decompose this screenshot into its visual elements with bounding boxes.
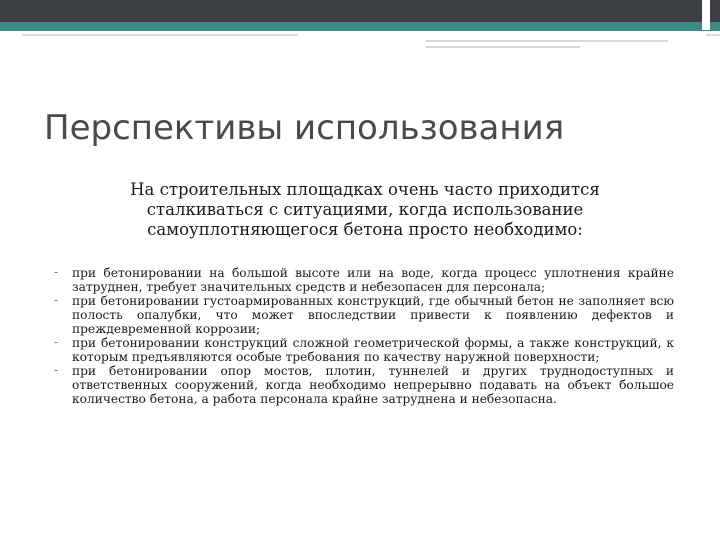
bullet-list <box>52 266 674 406</box>
bullet-marker: - <box>54 265 59 279</box>
bullet-item <box>52 336 674 364</box>
header-gap <box>702 0 710 30</box>
bullet-marker: - <box>54 293 59 307</box>
divider-line <box>22 34 298 36</box>
header-accent-band <box>0 22 720 31</box>
divider-line <box>426 40 668 42</box>
bullet-text: при бетонировании на большой высоте или на воде, когда процесс уплотнения крайне затруднен, требует значительных средств и небезопасен для персонала; <box>72 266 674 294</box>
bullet-item <box>52 266 674 294</box>
bullet-item <box>52 364 674 406</box>
intro-paragraph: На строительных площадках очень часто приходится сталкиваться с ситуациями, когда использование самоуплотняющегося бетона просто необходимо: <box>130 180 600 239</box>
divider-line <box>706 34 720 36</box>
bullet-marker: - <box>54 335 59 349</box>
divider-line <box>426 46 580 48</box>
bullet-item <box>52 294 674 336</box>
bullet-marker: - <box>54 363 59 377</box>
bullet-text: при бетонировании конструкций сложной геометрической формы, а также конструкций, к которым предъявляются особые требования по качеству наружной поверхности; <box>72 336 674 364</box>
slide-title: Перспективы использования <box>44 108 565 148</box>
bullet-text: при бетонировании густоармированных конструкций, где обычный бетон не заполняет всю полость опалубки, что может впоследствии привести к появлению дефектов и преждевременной коррозии; <box>72 294 674 336</box>
bullet-text: при бетонировании опор мостов, плотин, туннелей и других труднодоступных и ответственных сооружений, когда необходимо непрерывно подавать на объект большое количество бетона, а работа персонала крайне затруднена и небезопасна. <box>72 364 674 406</box>
header-band <box>0 0 720 22</box>
